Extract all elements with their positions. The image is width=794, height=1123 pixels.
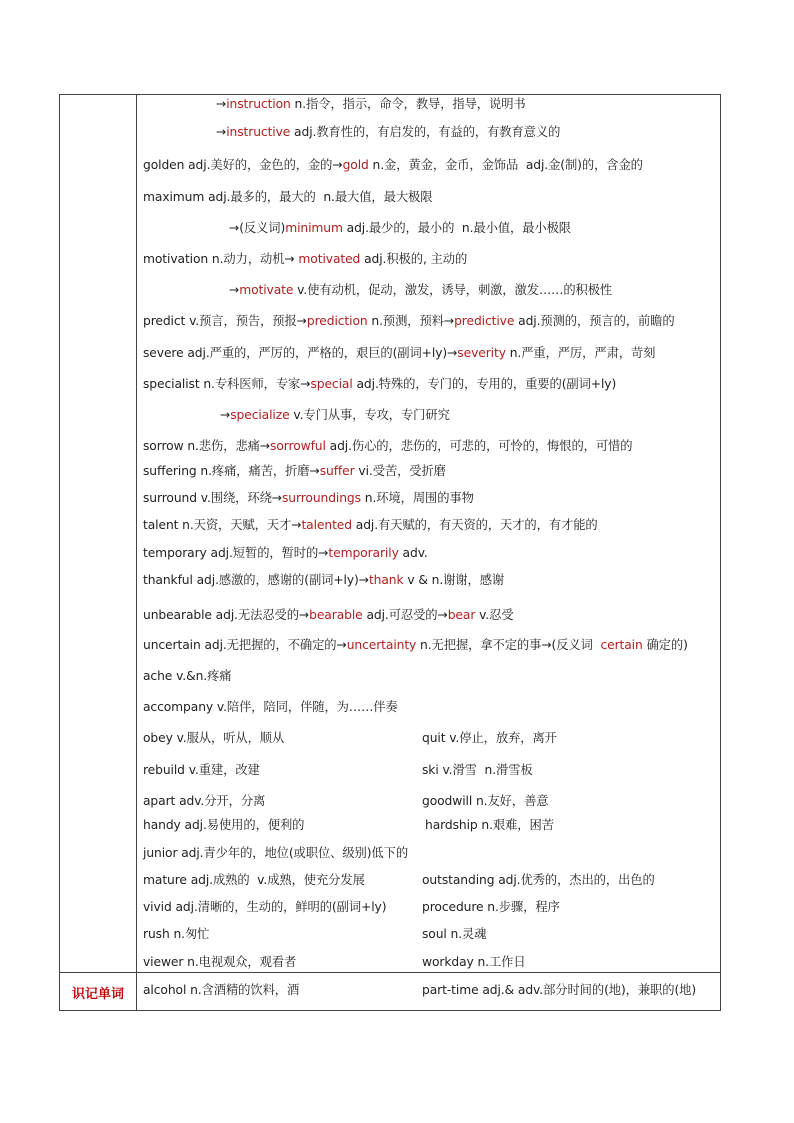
vocab-line bbox=[216, 96, 526, 112]
vocab-line bbox=[143, 376, 616, 392]
vocab-text: motivation n.动力，动机→ bbox=[143, 252, 299, 266]
vocab-text: adj.可忍受的→ bbox=[362, 608, 448, 622]
vocab-line bbox=[143, 982, 299, 998]
vocab-text: alcohol n.含酒精的饮料，酒 bbox=[143, 983, 300, 997]
vocab-derived-word: severity bbox=[457, 346, 506, 360]
row-divider bbox=[60, 972, 720, 973]
vocab-line bbox=[143, 189, 432, 205]
vocab-line bbox=[422, 899, 560, 915]
vocab-text: adj.有天赋的，有天资的，天才的，有才能的 bbox=[351, 518, 598, 532]
vocab-text: ache v.&n.疼痛 bbox=[143, 669, 232, 683]
vocab-text: rush n.匆忙 bbox=[143, 927, 210, 941]
section-label: 识记单词 bbox=[71, 986, 124, 1002]
vocab-text: n.预测，预料→ bbox=[367, 314, 455, 328]
vocab-text: specialist n.专科医师，专家→ bbox=[143, 377, 311, 391]
vocab-text: obey v.服从，听从，顺从 bbox=[143, 731, 285, 745]
vocab-derived-word: minimum bbox=[285, 221, 343, 235]
vocab-line bbox=[143, 157, 643, 173]
vocab-text: goodwill n.友好，善意 bbox=[422, 794, 549, 808]
vocab-line bbox=[422, 762, 533, 778]
vocab-text: adv. bbox=[398, 546, 428, 560]
vocab-text: n.环境，周围的事物 bbox=[360, 491, 474, 505]
vocab-line bbox=[229, 282, 612, 298]
vocab-line bbox=[143, 817, 304, 833]
vocab-text: soul n.灵魂 bbox=[422, 927, 487, 941]
vocab-line bbox=[143, 463, 446, 479]
vocab-text: quit v.停止，放弃，离开 bbox=[422, 731, 557, 745]
vocab-line bbox=[425, 817, 554, 833]
vocab-line bbox=[143, 313, 675, 329]
vocab-line bbox=[143, 517, 598, 533]
vocab-text: thankful adj.感激的，感谢的(副词+ly)→ bbox=[143, 573, 369, 587]
vocab-derived-word: uncertainty bbox=[346, 638, 417, 652]
vocab-text: sorrow n.悲伤，悲痛→ bbox=[143, 439, 271, 453]
vocab-derived-word: motivated bbox=[298, 252, 361, 266]
vocab-text: unbearable adj.无法忍受的→ bbox=[143, 608, 310, 622]
vocab-text: part-time adj.& adv.部分时间的(地)，兼职的(地) bbox=[422, 983, 697, 997]
vocab-line bbox=[143, 572, 504, 588]
vocab-derived-word: special bbox=[310, 377, 353, 391]
vocab-text: adj.最少的，最小的 n.最小值，最小极限 bbox=[342, 221, 572, 235]
vocab-derived-word: thank bbox=[368, 573, 404, 587]
vocab-line bbox=[143, 345, 655, 361]
vocab-derived-word: suffer bbox=[319, 464, 355, 478]
vocab-text: suffering n.疼痛，痛苦，折磨→ bbox=[143, 464, 320, 478]
vocab-line bbox=[143, 438, 632, 454]
vocab-line bbox=[143, 490, 474, 506]
vocab-text: junior adj.青少年的，地位(或职位、级别)低下的 bbox=[143, 846, 409, 860]
vocab-line bbox=[143, 637, 688, 653]
vocab-text: handy adj.易使用的，便利的 bbox=[143, 818, 305, 832]
vocab-line bbox=[422, 730, 557, 746]
vocab-text: n.无把握，拿不定的事→(反义词 bbox=[416, 638, 601, 652]
vocab-text: v.忍受 bbox=[475, 608, 514, 622]
vocab-text: adj.特殊的，专门的，专用的，重要的(副词+ly) bbox=[352, 377, 617, 391]
vocab-text: vi.受苦，受折磨 bbox=[354, 464, 446, 478]
vocab-text: adj.预测的，预言的，前瞻的 bbox=[514, 314, 675, 328]
vocab-text: v & n.谢谢，感谢 bbox=[403, 573, 505, 587]
vocab-line bbox=[143, 872, 365, 888]
vocab-derived-word: bearable bbox=[309, 608, 363, 622]
vocab-text: outstanding adj.优秀的，杰出的，出色的 bbox=[422, 873, 655, 887]
vocab-line bbox=[143, 607, 514, 623]
vocab-text: →(反义词) bbox=[229, 221, 286, 235]
vocab-line bbox=[216, 124, 560, 140]
vocab-line bbox=[220, 407, 450, 423]
vocab-text: n.严重，严厉，严肃，苛刻 bbox=[505, 346, 656, 360]
vocab-text: accompany v.陪伴，陪同，伴随，为……伴奏 bbox=[143, 700, 398, 714]
vocab-text: talent n.天资，天赋，天才→ bbox=[143, 518, 302, 532]
vocab-derived-word: certain bbox=[600, 638, 643, 652]
vocab-line bbox=[143, 545, 428, 561]
vocab-derived-word: instruction bbox=[226, 97, 291, 111]
vocab-derived-word: gold bbox=[342, 158, 369, 172]
vocab-text: surround v.围绕，环绕→ bbox=[143, 491, 282, 505]
vocab-line bbox=[229, 220, 571, 236]
vocab-derived-word: talented bbox=[301, 518, 352, 532]
vocab-line bbox=[143, 899, 386, 915]
vocab-text: viewer n.电视观众，观看者 bbox=[143, 955, 297, 969]
vocab-text: apart adv.分开，分离 bbox=[143, 794, 266, 808]
vocab-text: → bbox=[216, 125, 227, 139]
vocab-text: uncertain adj.无把握的，不确定的→ bbox=[143, 638, 347, 652]
vocab-text: → bbox=[229, 283, 240, 297]
vocab-text: severe adj.严重的，严厉的，严格的，艰巨的(副词+ly)→ bbox=[143, 346, 458, 360]
vocab-text: v.使有动机，促动，激发，诱导，刺激，激发……的积极性 bbox=[293, 283, 613, 297]
vocab-line bbox=[422, 982, 696, 998]
vocab-derived-word: specialize bbox=[230, 408, 290, 422]
column-divider bbox=[136, 95, 137, 1010]
vocab-text: maximum adj.最多的，最大的 n.最大值，最大极限 bbox=[143, 190, 433, 204]
vocab-line bbox=[143, 793, 265, 809]
vocab-line bbox=[143, 954, 296, 970]
vocab-text: v.专门从事，专攻，专门研究 bbox=[289, 408, 450, 422]
vocab-line bbox=[422, 872, 655, 888]
vocab-derived-word: prediction bbox=[306, 314, 368, 328]
vocab-line bbox=[422, 954, 526, 970]
vocab-derived-word: sorrowful bbox=[270, 439, 326, 453]
vocab-text: ski v.滑雪 n.滑雪板 bbox=[422, 763, 533, 777]
vocab-text: adj.教育性的，有启发的，有益的，有教育意义的 bbox=[290, 125, 561, 139]
vocab-text: golden adj.美好的，金色的，金的→ bbox=[143, 158, 343, 172]
vocab-text: → bbox=[216, 97, 227, 111]
vocab-line bbox=[422, 793, 548, 809]
vocab-line bbox=[422, 926, 486, 942]
vocab-derived-word: temporarily bbox=[328, 546, 399, 560]
vocab-line bbox=[143, 926, 209, 942]
vocab-line bbox=[143, 251, 467, 267]
vocab-text: mature adj.成熟的 v.成熟，使充分发展 bbox=[143, 873, 365, 887]
vocab-line bbox=[143, 845, 408, 861]
vocab-text: adj.积极的, 主动的 bbox=[360, 252, 468, 266]
vocab-line bbox=[143, 762, 260, 778]
vocab-text: procedure n.步骤，程序 bbox=[422, 900, 560, 914]
vocab-text: rebuild v.重建，改建 bbox=[143, 763, 260, 777]
vocab-text: predict v.预言，预告，预报→ bbox=[143, 314, 307, 328]
vocab-text: → bbox=[220, 408, 231, 422]
vocab-text: adj.伤心的，悲伤的，可悲的，可怜的，悔恨的，可惜的 bbox=[325, 439, 633, 453]
vocab-text: workday n.工作日 bbox=[422, 955, 526, 969]
vocab-text: n.指令，指示，命令，教导，指导，说明书 bbox=[290, 97, 526, 111]
vocab-line bbox=[143, 699, 398, 715]
vocab-derived-word: instructive bbox=[226, 125, 291, 139]
vocab-text: vivid adj.清晰的，生动的，鲜明的(副词+ly) bbox=[143, 900, 387, 914]
vocab-derived-word: surroundings bbox=[281, 491, 361, 505]
vocab-text: 确定的) bbox=[642, 638, 688, 652]
vocab-derived-word: motivate bbox=[239, 283, 294, 297]
vocab-line bbox=[143, 730, 284, 746]
vocab-text: temporary adj.短暂的，暂时的→ bbox=[143, 546, 329, 560]
vocab-derived-word: predictive bbox=[454, 314, 515, 328]
vocab-derived-word: bear bbox=[447, 608, 476, 622]
vocab-text: hardship n.艰难，困苦 bbox=[425, 818, 554, 832]
vocab-line bbox=[143, 668, 231, 684]
vocab-text: n.金，黄金，金币，金饰品 adj.金(制)的，含金的 bbox=[368, 158, 643, 172]
